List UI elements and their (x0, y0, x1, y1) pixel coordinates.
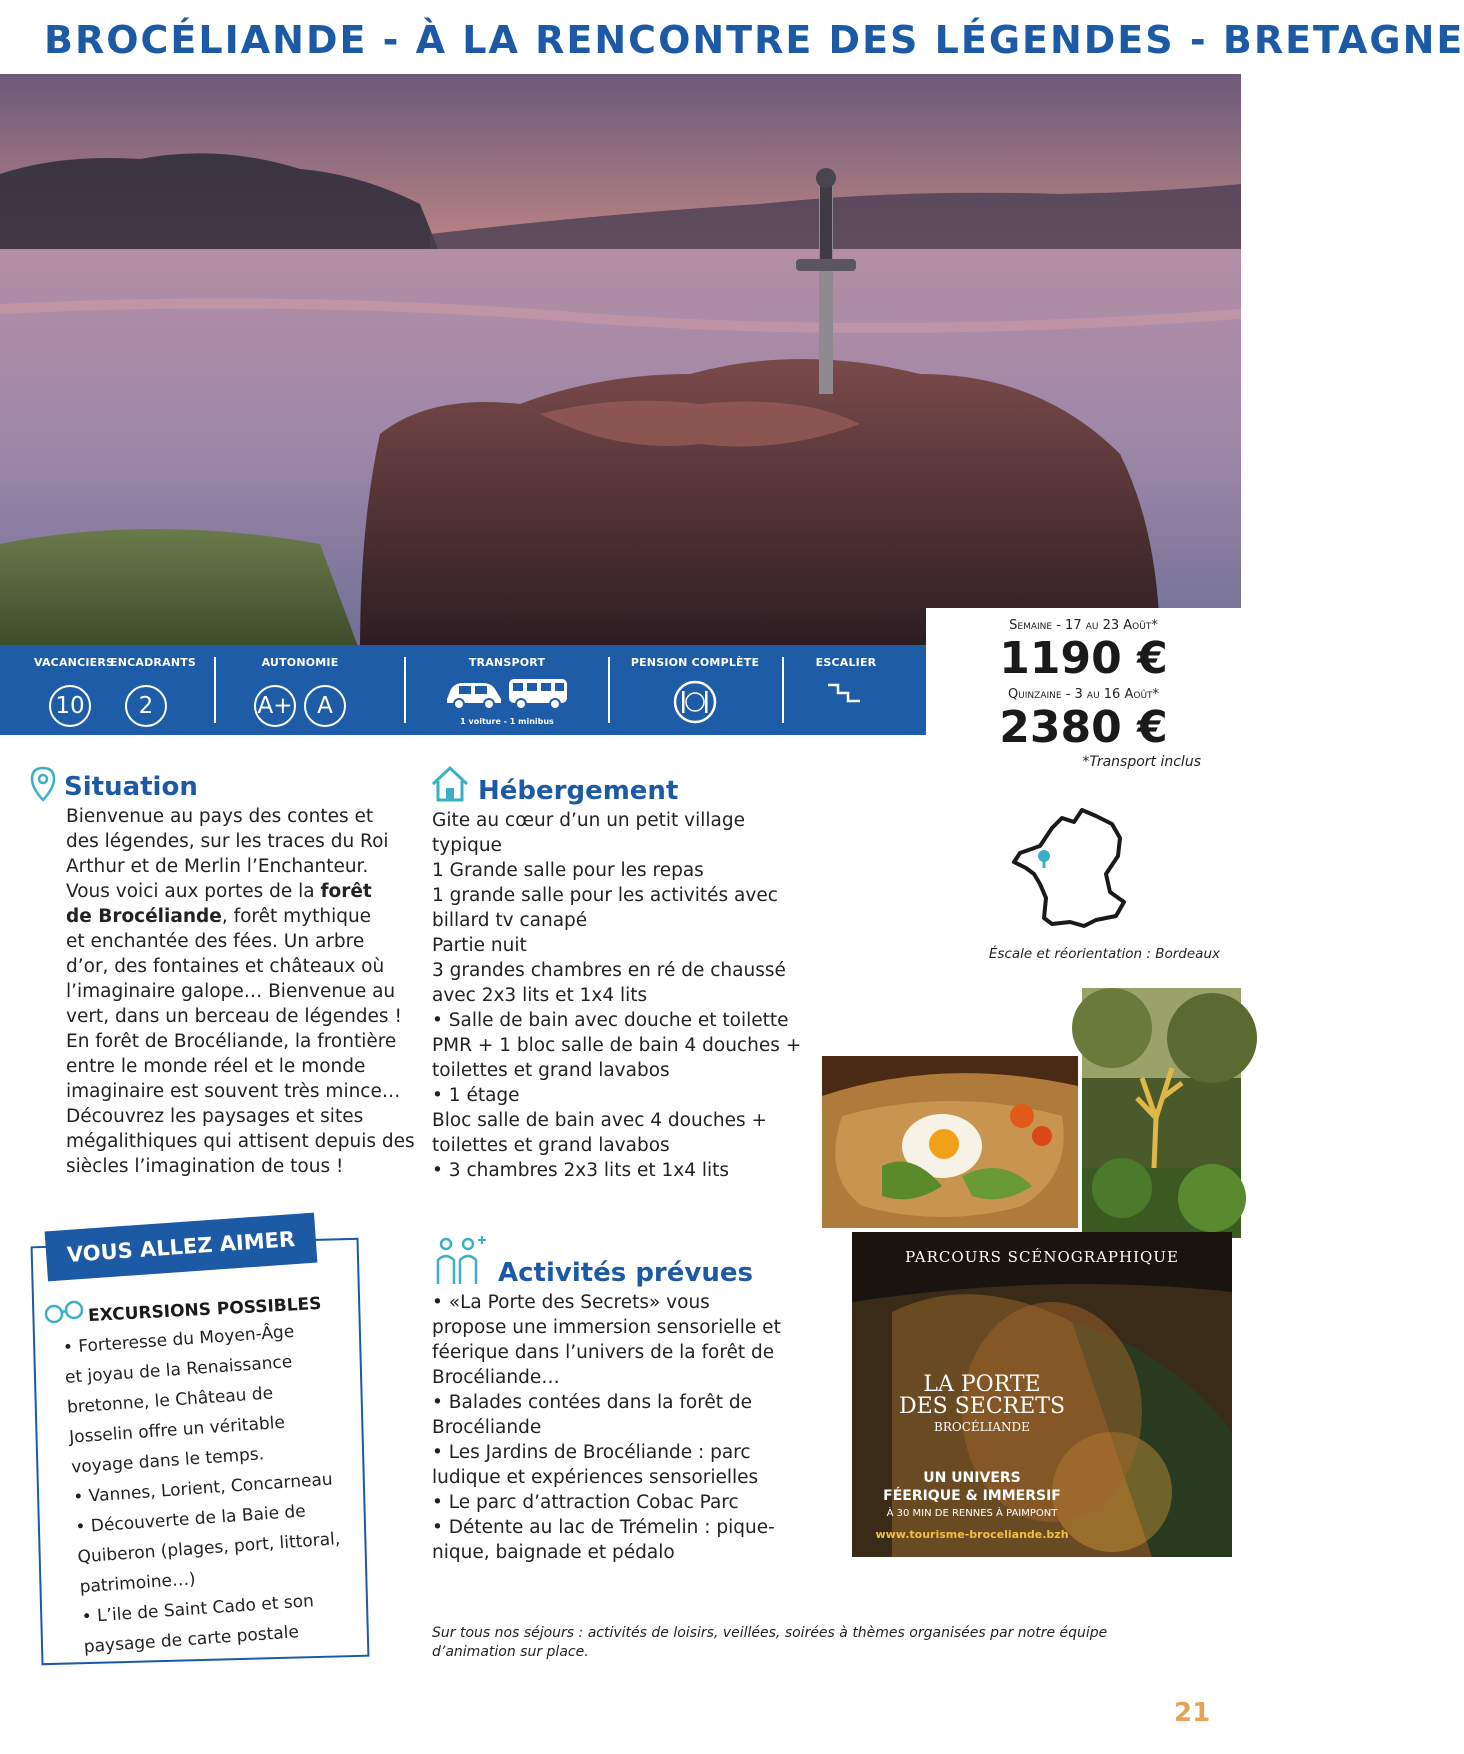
situation-bold: forêt de Brocéliande (66, 881, 372, 927)
autonomie-badge: A (304, 685, 346, 727)
fortnight-label: Quinzaine - 3 au 16 Août* (1007, 687, 1160, 702)
excursion-line: • Vannes, Lorient, Concarneau (72, 1469, 334, 1508)
poster-url: www.tourisme-broceliande.bzh (875, 1528, 1069, 1541)
excursion-line: • L’ile de Saint Cado et son (81, 1591, 315, 1628)
plate-fork-knife-icon (672, 679, 718, 725)
location-pin-icon (30, 766, 56, 802)
situation-title: Situation (64, 772, 198, 802)
situation-text: Bienvenue au pays des contes et des légendes, sur les traces du Roi Arthur et de Merlin l’Enchanteur. Vous voici aux portes de la forêt de Brocéliande, forêt mythique et enchantée des fées. Un arbre d’or, des fontaines et châteaux où l’imaginaire galope… Bienvenue au vert, dans un berceau de légendes ! En forêt de Brocéliande, la frontière entre le monde réel et le monde imaginaire est souvent très mince… Découvrez les paysages et sites mégalithiques qui attisent depuis des siècles l’imagination de tous ! (66, 806, 415, 1177)
excursion-line: patrimoine…) (79, 1569, 197, 1598)
map-caption: Éscale et réorientation : Bordeaux (988, 946, 1220, 962)
france-map (1000, 798, 1150, 942)
poster-name-line3: BROCÉLIANDE (934, 1420, 1030, 1434)
excursion-line: • Forteresse du Moyen-Âge (62, 1321, 295, 1358)
excursion-line: voyage dans le temps. (70, 1444, 265, 1478)
hebergement-title: Hébergement (478, 776, 679, 806)
poster-tagline2: FÉERIQUE & IMMERSIF (883, 1488, 1061, 1504)
car-and-minibus-icon (443, 675, 571, 711)
footer-note: Sur tous nos séjours : activités de loisirs, veillées, soirées à thèmes organisées par notre équipe d’animation sur place. (432, 1625, 1108, 1660)
transport-note: *Transport inclus (1082, 754, 1201, 770)
france-outline-icon (1000, 798, 1150, 938)
excursions-subtitle: EXCURSIONS POSSIBLES (87, 1293, 322, 1327)
vous-allez-aimer-banner: VOUS ALLEZ AIMER (45, 1213, 318, 1282)
people-activity-icon (432, 1232, 490, 1286)
poster-header: PARCOURS SCÉNOGRAPHIQUE (905, 1248, 1179, 1266)
excursion-line: paysage de carte postale (83, 1622, 300, 1658)
page-number: 21 (1174, 1698, 1211, 1728)
transport-detail: 1 voiture - 1 minibus (460, 717, 554, 726)
encadrants-count: 2 (125, 685, 167, 727)
divider (608, 657, 610, 723)
activites-title: Activités prévues (498, 1258, 753, 1288)
autonomie-label: AUTONOMIE (261, 656, 339, 669)
excursion-line: Quiberon (plages, port, littoral, (76, 1529, 341, 1568)
vacanciers-count: 10 (49, 685, 91, 727)
porte-des-secrets-poster (852, 1232, 1232, 1557)
week-price: 1190 € (999, 633, 1168, 684)
golden-tree-forest-photo (1082, 988, 1241, 1238)
fortnight-price: 2380 € (999, 702, 1168, 753)
pension-label: PENSION COMPLÈTE (630, 656, 760, 669)
info-bar (0, 645, 926, 735)
excursion-line: et joyau de la Renaissance (64, 1352, 293, 1388)
autonomie-badge: A+ (254, 685, 296, 727)
activites-text: • «La Porte des Secrets» vous propose une immersion sensorielle et féerique dans l’univers de la forêt de Brocéliande… • Balades contées dans la forêt de Brocéliande • Les Jardins de Brocéliande : parc ludique et expériences sensorielles • Le parc d’attraction Cobac Parc • Détente au lac de Trémelin : pique- nique, baignade et pédalo (432, 1292, 781, 1563)
poster-tagline3: À 30 MIN DE RENNES À PAIMPONT (886, 1508, 1058, 1519)
divider (404, 657, 406, 723)
excursion-line: • Découverte de la Baie de (74, 1501, 307, 1538)
page-title: BROCÉLIANDE - À LA RENCONTRE DES LÉGENDES - BRETAGNE (44, 18, 1464, 62)
stairs-icon (826, 681, 866, 707)
poster-name-line2: DES SECRETS (898, 1394, 1066, 1419)
glasses-icon (42, 1296, 88, 1326)
divider (214, 657, 216, 723)
transport-label: TRANSPORT (468, 656, 546, 669)
divider (782, 657, 784, 723)
hero-photo-sword-in-stone (0, 74, 1241, 652)
encadrants-label: ENCADRANTS (110, 656, 197, 669)
galette-egg-photo (822, 1056, 1078, 1228)
week-label: Semaine - 17 au 23 Août* (1009, 618, 1158, 633)
poster-name-line1: LA PORTE (923, 1372, 1041, 1397)
excursion-line: Josselin offre un véritable (68, 1412, 286, 1448)
poster-tagline1: UN UNIVERS (923, 1470, 1021, 1486)
excursion-line: bretonne, le Château de (66, 1383, 274, 1418)
escalier-label: ESCALIER (815, 656, 877, 669)
hebergement-text: Gite au cœur d’un un petit village typique 1 Grande salle pour les repas 1 grande salle pour les activités avec billard tv canapé Partie nuit 3 grandes chambres en ré de chaussé avec 2x3 lits et 1x4 lits • Salle de bain avec douche et toilette PMR + 1 bloc salle de bain 4 douches + toilettes et grand lavabos • 1 étage Bloc salle de bain avec 4 douches + toilettes et grand lavabos • 3 chambres 2x3 lits et 1x4 lits (432, 810, 802, 1181)
house-icon (430, 764, 470, 804)
vacanciers-label: VACANCIERS (34, 656, 115, 669)
price-box (926, 608, 1241, 788)
